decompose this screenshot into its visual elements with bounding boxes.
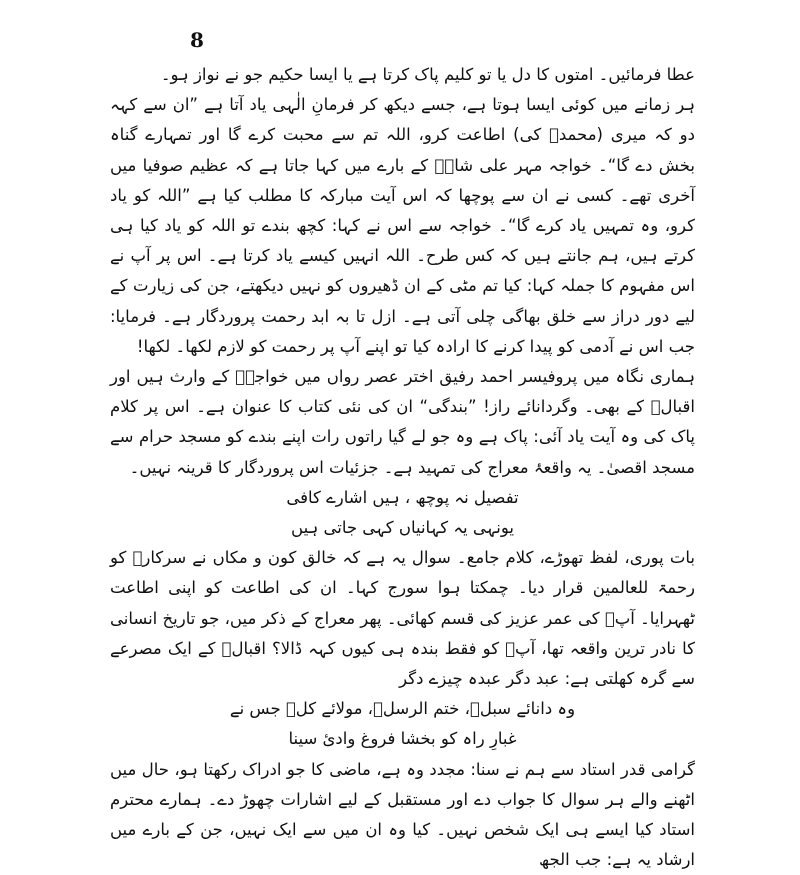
verse-line: غبارِ راہ کو بخشا فروغ وادیٔ سینا — [288, 729, 517, 749]
paragraph: بات پوری، لفظ تھوڑے، کلام جامع۔ سوال یہ ہے کہ خالق کون و مکاں نے سرکارؐ کو رحمۃ للعالمین قرار دیا۔ چمکتا ہوا سورج کہا۔ ان کی اطاعت کو اپنی اطاعت ٹھہرایا۔ آپؐ کی عمر عزیز کی قسم کھائی۔ پھر معراج کے ذکر میں، جو تاریخ انسانی کا نادر ترین واقعہ تھا، آپؐ کو فقط بندہ ہی کیوں کہہ ڈالا؟ اقبالؒ کے ایک مصرعے سے گرہ کھلتی ہے: عبد دگر عبدہ چیزے دگر — [110, 548, 695, 689]
page-body — [110, 60, 695, 875]
paragraph: گرامی قدر استاد سے ہم نے سنا: مجدد وہ ہے، ماضی کا جو ادراک رکھتا ہو، حال میں اٹھنے والے ہر سوال کا جواب دے اور مستقبل کے لیے اشارات چھوڑ دے۔ ہمارے محترم استاد کیا ایسے ہی ایک شخص نہیں۔ کیا وہ ان میں سے ایک نہیں، جن کے بارے میں ارشاد یہ ہے: جب الجھ — [110, 759, 695, 870]
verse-line: تفصیل نہ پوچھ ، ہیں اشارے کافی — [286, 487, 519, 507]
page-number: 8 — [190, 28, 204, 52]
paragraph: عطا فرمائیں۔ امتوں کا دل یا تو کلیم پاک کرتا ہے یا ایسا حکیم جو نے نواز ہو۔ — [160, 65, 695, 84]
paragraph: ہماری نگاہ میں پروفیسر احمد رفیق اختر عصر رواں میں خواجہؒ کے وارث ہیں اور اقبالؒ کے بھی۔ وگردانائے راز! ”بندگی“ ان کی نئی کتاب کا عنوان ہے۔ اس پر کلام پاک کی وہ آیت یاد آئی: پاک ہے وہ جو لے گیا راتوں رات اپنے بندے کو مسجد حرام سے مسجد اقصیٰ۔ یہ واقعۂ معراج کی تمہید ہے۔ جزئیات اس پروردگار کا قرینہ نہیں۔ — [110, 367, 695, 477]
verse-line: وہ دانائے سبلؐ، ختم الرسلؐ، مولائے کلؐ جس نے — [229, 699, 576, 719]
paragraph: ہر زمانے میں کوئی ایسا ہوتا ہے، جسے دیکھ کر فرمانِ الٰہی یاد آتا ہے ”ان سے کہہ دو کہ میری (محمدؐ کی) اطاعت کرو، اللہ تم سے محبت کرے گا اور تمہارے گناہ بخش دے گا“۔ خواجہ مہر علی شاہؒ کے بارے میں کہا جاتا ہے کہ عظیم صوفیا میں آخری تھے۔ کسی نے ان سے پوچھا کہ اس آیت مبارکہ کا مطلب کیا ہے ”اللہ کو یاد کرو، وہ تمہیں یاد کرے گا“۔ خواجہ سے اس نے کہا: کچھ بندے تو اللہ کو یاد کیا ہی کرتے ہیں، ہم جانتے ہیں کہ کس طرح۔ اللہ انہیں کیسے یاد کرتا ہے۔ اس پر آپ نے اس مفہوم کا جملہ کہا: کیا تم مٹی کے ان ڈھیروں کو نہیں دیکھتے، جن کی زیارت کے لیے دور دراز سے خلق بھاگی چلی آتی ہے۔ ازل تا بہ ابد رحمت پروردگار ہے۔ فرمایا: جب اس نے آدمی کو پیدا کرنے کا ارادہ کیا تو اپنے آپ پر رحمت کو لازم لکھا۔ لکھا! — [110, 95, 695, 356]
verse-line: یونہی یہ کہانیاں کہی جاتی ہیں — [291, 518, 514, 538]
